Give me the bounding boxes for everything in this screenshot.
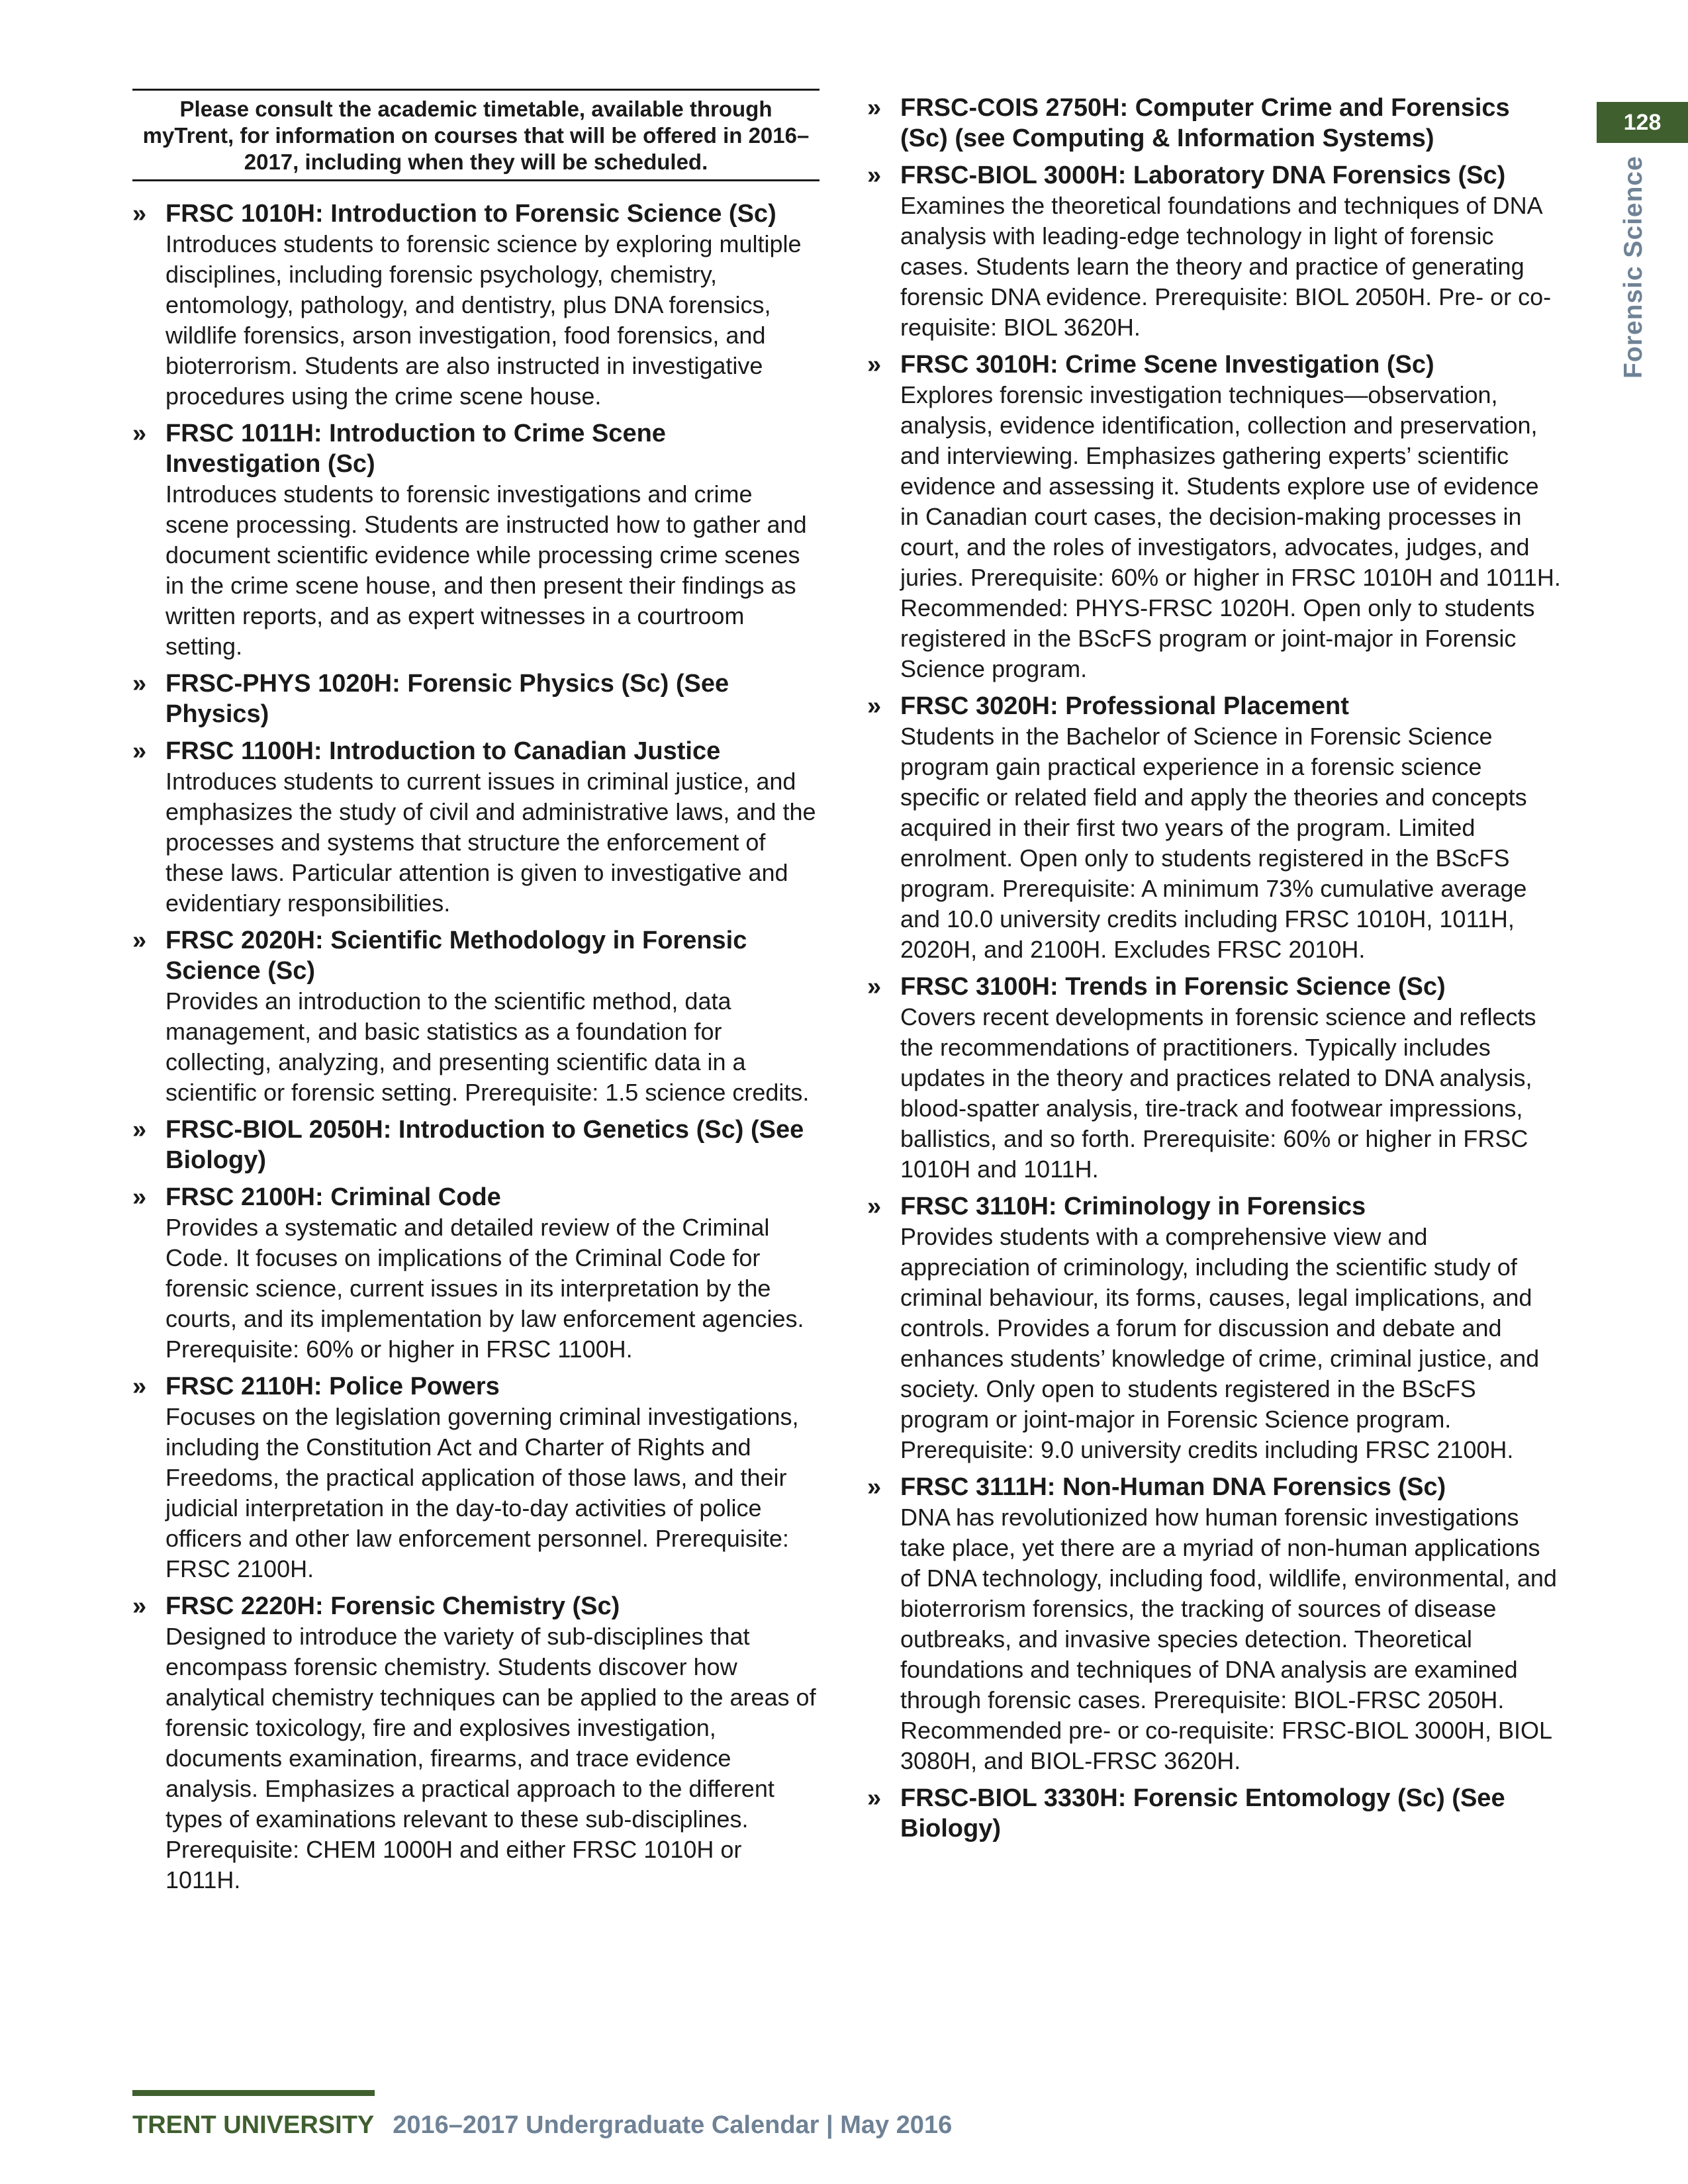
course-title: FRSC 2220H: Forensic Chemistry (Sc)	[165, 1592, 620, 1620]
footer-calendar: 2016–2017 Undergraduate Calendar | May 2016	[393, 2111, 953, 2139]
bullet-marker: »	[867, 973, 882, 1001]
bullet-marker: »	[867, 692, 882, 720]
course-entry	[867, 1191, 1562, 1465]
course-entry	[132, 925, 821, 1108]
course-title: FRSC 2020H: Scientific Methodology in Forensic Science (Sc)	[165, 927, 747, 985]
course-entry	[132, 1115, 821, 1175]
course-title: FRSC 3010H: Crime Scene Investigation (Sc)	[900, 351, 1434, 379]
course-title: FRSC 3111H: Non-Human DNA Forensics (Sc)	[900, 1473, 1446, 1501]
course-entry	[132, 1182, 821, 1365]
course-title: FRSC-BIOL 3330H: Forensic Entomology (Sc) (See Biology)	[900, 1784, 1505, 1843]
bullet-marker: »	[132, 200, 147, 228]
course-description: Students in the Bachelor of Science in Forensic Science program gain practical experience in a forensic science specific or related field and apply the theories and concepts acquired in their first two years of the program. Limited enrolment. Open only to students registered in the BScFS program. Prerequisite: A minimum 73% cumulative average and 10.0 university credits including FRSC 1010H, 1011H, 2020H, and 2100H. Excludes FRSC 2010H.	[900, 723, 1527, 963]
course-description: Introduces students to forensic investigations and crime scene processing. Students are instructed how to gather and document scientific evidence while processing crime scenes in the crime scene house, and then present their findings as written reports, and as expert witnesses in a courtroom setting.	[165, 480, 807, 660]
course-entry	[867, 1783, 1562, 1844]
right-course-column	[867, 93, 1562, 1850]
course-title: FRSC 2100H: Criminal Code	[165, 1183, 501, 1211]
course-description: DNA has revolutionized how human forensic investigations take place, yet there are a myriad of non-human applications of DNA technology, including food, wildlife, environmental, and bioterrorism forensics, the tracking of sources of disease outbreaks, and invasive species detection. Theoretical foundations and techniques of DNA analysis are examined through forensic cases. Prerequisite: BIOL-FRSC 2050H. Recommended pre- or co-requisite: FRSC-BIOL 3000H, BIOL 3080H, and BIOL-FRSC 3620H.	[900, 1504, 1557, 1774]
course-entry	[132, 736, 821, 919]
course-title: FRSC-PHYS 1020H: Forensic Physics (Sc) (See Physics)	[165, 670, 729, 728]
course-title: FRSC 2110H: Police Powers	[165, 1373, 500, 1400]
footer-accent-bar	[132, 2090, 375, 2096]
footer	[132, 2110, 952, 2140]
left-course-column	[132, 199, 821, 1902]
bullet-marker: »	[132, 670, 147, 698]
course-title: FRSC 1010H: Introduction to Forensic Science (Sc)	[165, 200, 776, 228]
bullet-marker: »	[132, 1373, 147, 1400]
course-description: Provides students with a comprehensive view and appreciation of criminology, including the scientific study of criminal behaviour, its forms, causes, legal implications, and controls. Provides a forum for discussion and debate and enhances students’ knowledge of crime, criminal justice, and society. Only open to students registered in the BScFS program or joint-major in Forensic Science program. Prerequisite: 9.0 university credits including FRSC 2100H.	[900, 1223, 1540, 1463]
course-description: Introduces students to forensic science by exploring multiple disciplines, including forensic psychology, chemistry, entomology, pathology, and dentistry, plus DNA forensics, wildlife forensics, arson investigation, food forensics, and bioterrorism. Students are also instructed in investigative procedures using the crime scene house.	[165, 230, 802, 410]
course-title: FRSC-BIOL 3000H: Laboratory DNA Forensics (Sc)	[900, 161, 1506, 189]
footer-university: TRENT UNIVERSITY	[132, 2111, 375, 2139]
course-description: Focuses on the legislation governing criminal investigations, including the Constitution Act and Charter of Rights and Freedoms, the practical application of those laws, and their judicial interpretation in the day-to-day activities of police officers and other law enforcement personnel. Prerequisite: FRSC 2100H.	[165, 1403, 799, 1582]
course-entry	[867, 691, 1562, 965]
course-title: FRSC 1100H: Introduction to Canadian Justice	[165, 737, 721, 765]
course-entry	[132, 199, 821, 412]
bullet-marker: »	[132, 1183, 147, 1211]
page-number-badge: 128	[1597, 102, 1688, 143]
bullet-marker: »	[867, 161, 882, 189]
course-entry	[867, 93, 1562, 154]
course-entry	[132, 668, 821, 729]
course-title: FRSC 1011H: Introduction to Crime Scene Investigation (Sc)	[165, 420, 666, 478]
course-entry	[132, 418, 821, 662]
course-entry	[867, 349, 1562, 684]
course-entry	[132, 1371, 821, 1584]
timetable-notice: Please consult the academic timetable, available through myTrent, for information on courses that will be offered in 2016–2017, including when they will be scheduled.	[132, 89, 820, 181]
course-entry	[132, 1591, 821, 1895]
section-side-label: Forensic Science	[1619, 156, 1648, 379]
bullet-marker: »	[132, 420, 147, 447]
course-description: Provides an introduction to the scientific method, data management, and basic statistics as a foundation for collecting, analyzing, and presenting scientific data in a scientific or forensic setting. Prerequisite: 1.5 science credits.	[165, 987, 810, 1106]
bullet-marker: »	[132, 737, 147, 765]
course-description: Examines the theoretical foundations and techniques of DNA analysis with leading-edge technology in light of forensic cases. Students learn the theory and practice of generating forensic DNA evidence. Prerequisite: BIOL 2050H. Pre- or co-requisite: BIOL 3620H.	[900, 192, 1552, 341]
course-entry	[867, 1472, 1562, 1776]
course-description: Explores forensic investigation techniques—observation, analysis, evidence identification, collection and preservation, and interviewing. Emphasizes gathering experts’ scientific evidence and assessing it. Students explore use of evidence in Canadian court cases, the decision-making processes in court, and the roles of investigators, advocates, judges, and juries. Prerequisite: 60% or higher in FRSC 1010H and 1011H. Recommended: PHYS-FRSC 1020H. Open only to students registered in the BScFS program or joint-major in Forensic Science program.	[900, 381, 1561, 682]
bullet-marker: »	[867, 351, 882, 379]
course-entry	[867, 972, 1562, 1185]
course-description: Provides a systematic and detailed review of the Criminal Code. It focuses on implications of the Criminal Code for forensic science, current issues in its interpretation by the courts, and its implementation by law enforcement agencies. Prerequisite: 60% or higher in FRSC 1100H.	[165, 1214, 804, 1363]
bullet-marker: »	[132, 1116, 147, 1144]
course-description: Designed to introduce the variety of sub-disciplines that encompass forensic chemistry. Students discover how analytical chemistry techniques can be applied to the areas of forensic toxicology, fire and explosives investigation, documents examination, firearms, and trace evidence analysis. Emphasizes a practical approach to the different types of examinations relevant to these sub-disciplines. Prerequisite: CHEM 1000H and either FRSC 1010H or 1011H.	[165, 1623, 816, 1893]
course-title: FRSC 3020H: Professional Placement	[900, 692, 1349, 720]
bullet-marker: »	[867, 94, 882, 122]
course-entry	[867, 160, 1562, 343]
course-title: FRSC 3100H: Trends in Forensic Science (Sc)	[900, 973, 1446, 1001]
course-title: FRSC-COIS 2750H: Computer Crime and Forensics (Sc) (see Computing & Information Systems)	[900, 94, 1510, 152]
course-description: Introduces students to current issues in criminal justice, and emphasizes the study of civil and administrative laws, and the processes and systems that structure the enforcement of these laws. Particular attention is given to investigative and evidentiary responsibilities.	[165, 768, 816, 917]
course-title: FRSC-BIOL 2050H: Introduction to Genetics (Sc) (See Biology)	[165, 1116, 804, 1174]
bullet-marker: »	[132, 1592, 147, 1620]
course-title: FRSC 3110H: Criminology in Forensics	[900, 1193, 1366, 1220]
bullet-marker: »	[132, 927, 147, 954]
course-description: Covers recent developments in forensic science and reflects the recommendations of practitioners. Typically includes updates in the theory and practices related to DNA analysis, blood-spatter analysis, tire-track and footwear impressions, ballistics, and so forth. Prerequisite: 60% or higher in FRSC 1010H and 1011H.	[900, 1003, 1536, 1183]
bullet-marker: »	[867, 1473, 882, 1501]
bullet-marker: »	[867, 1784, 882, 1812]
bullet-marker: »	[867, 1193, 882, 1220]
